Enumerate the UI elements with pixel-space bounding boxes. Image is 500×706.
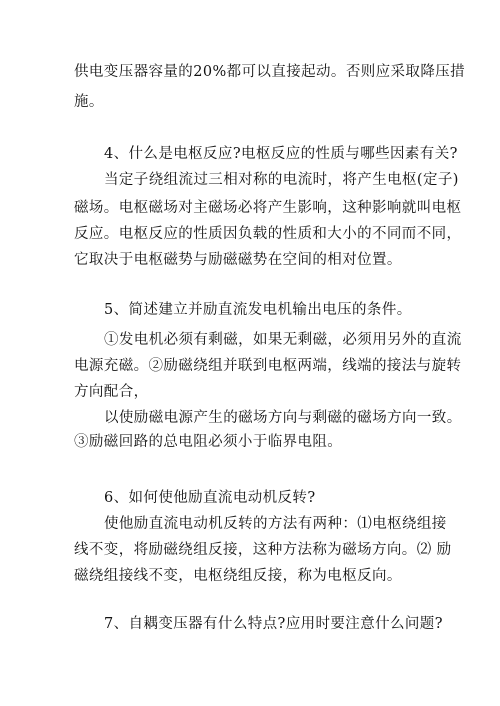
- text-line: 它取决于电枢磁势与励磁磁势在空间的相对位置。: [74, 252, 402, 268]
- question-heading: 6、如何使他励直流电动机反转?: [104, 490, 316, 506]
- question-heading: 4、什么是电枢反应?电枢反应的性质与哪些因素有关?: [104, 146, 458, 162]
- text-line: 磁场。电枢磁场对主磁场必将产生影响，这种影响就叫电枢: [74, 200, 462, 216]
- text-line: 反应。电枢反应的性质因负载的性质和大小的不同而不同，: [74, 226, 462, 242]
- text-line: 供电变压器容量的20%都可以直接起动。否则应采取降压措: [74, 64, 466, 80]
- text-line: 使他励直流电动机反转的方法有两种：⑴电枢绕组接: [104, 516, 447, 532]
- text-line: ③励磁回路的总电阻必须小于临界电阻。: [74, 434, 343, 450]
- text-line: 当定子绕组流过三相对称的电流时，将产生电枢(定子): [104, 172, 459, 188]
- text-line: 方向配合，: [74, 384, 149, 400]
- text-line: 施。: [74, 94, 104, 110]
- question-heading: 5、简述建立并励直流发电机输出电压的条件。: [104, 302, 412, 318]
- text-line: ①发电机必须有剩磁，如果无剩磁，必须用另外的直流: [104, 332, 462, 348]
- question-heading: 7、自耦变压器有什么特点?应用时要注意什么问题?: [104, 616, 443, 632]
- text-line: 以使励磁电源产生的磁场方向与剩磁的磁场方向一致。: [104, 410, 462, 426]
- text-line: 磁绕组接线不变，电枢绕组反接，称为电枢反向。: [74, 568, 402, 584]
- text-line: 线不变，将励磁绕组反接，这种方法称为磁场方向。⑵ 励: [74, 542, 452, 558]
- text-line: 电源充磁。②励磁绕组并联到电枢两端，线端的接法与旋转: [74, 358, 462, 374]
